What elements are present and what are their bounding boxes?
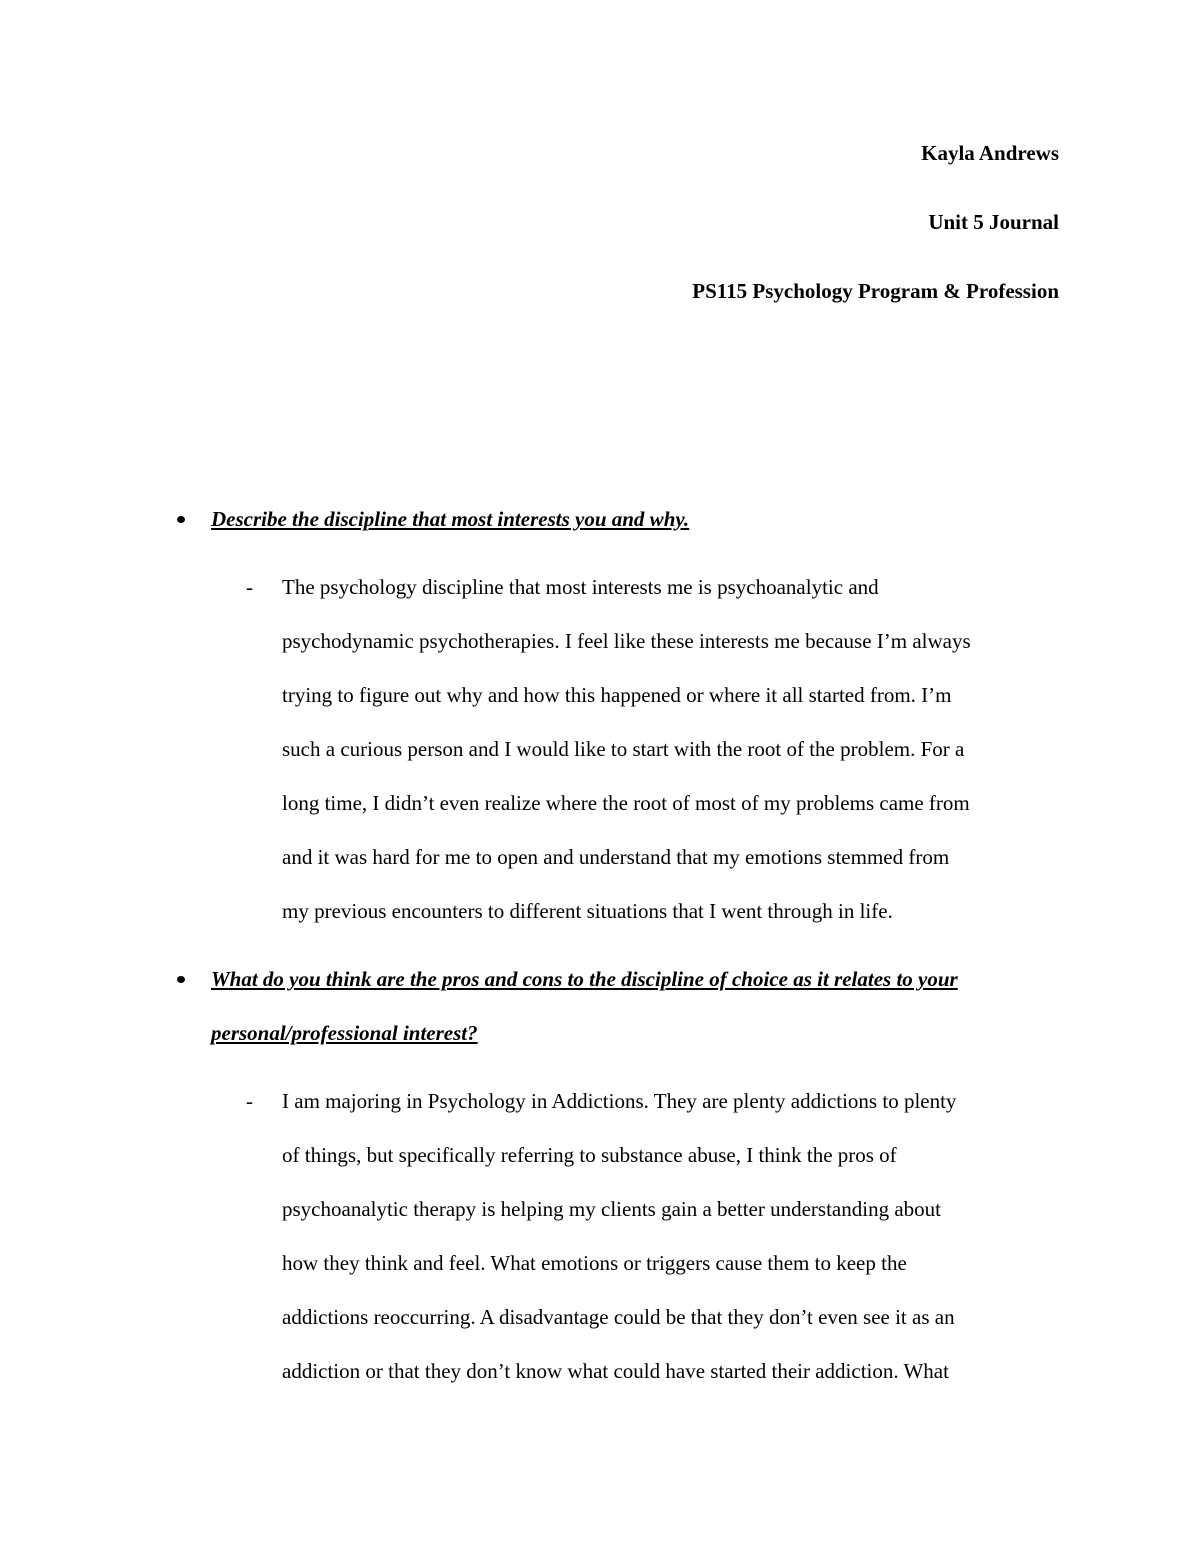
question-section-2 — [173, 952, 1063, 1398]
answer-line: how they think and feel. What emotions or triggers cause them to keep the — [282, 1251, 907, 1275]
answer-line: addictions reoccurring. A disadvantage could be that they don’t even see it as an — [282, 1305, 955, 1329]
answer-line: trying to figure out why and how this happened or where it all started from. I’m — [282, 683, 952, 707]
answer-line: The psychology discipline that most interests me is psychoanalytic and — [282, 575, 879, 599]
dash-marker: - — [246, 575, 253, 599]
author-name: Kayla Andrews — [921, 141, 1059, 165]
document-header — [692, 141, 1059, 348]
question-line: Describe the discipline that most interests you and why. — [211, 507, 690, 531]
answer-1 — [173, 560, 1063, 938]
answer-line: addiction or that they don’t know what could have started their addiction. What — [282, 1359, 949, 1383]
answer-line: and it was hard for me to open and understand that my emotions stemmed from — [282, 845, 950, 869]
answer-line: long time, I didn’t even realize where the root of most of my problems came from — [282, 791, 970, 815]
bullet-icon — [175, 952, 189, 1006]
question-2 — [173, 952, 1063, 1060]
bullet-icon — [175, 492, 189, 546]
course-title: PS115 Psychology Program & Profession — [692, 279, 1059, 303]
question-1 — [173, 492, 1063, 546]
answer-line: I am majoring in Psychology in Addictions. They are plenty addictions to plenty — [282, 1089, 957, 1113]
assignment-title: Unit 5 Journal — [928, 210, 1059, 234]
document-body — [173, 492, 1063, 1398]
answer-line: psychodynamic psychotherapies. I feel like these interests me because I’m always — [282, 629, 971, 653]
question-line: What do you think are the pros and cons to the discipline of choice as it relates to your — [211, 967, 958, 991]
answer-line: my previous encounters to different situations that I went through in life. — [282, 899, 893, 923]
dash-marker: - — [246, 1089, 253, 1113]
question-section-1 — [173, 492, 1063, 952]
answer-2 — [173, 1074, 1063, 1398]
answer-line: of things, but specifically referring to substance abuse, I think the pros of — [282, 1143, 897, 1167]
question-line: personal/professional interest? — [211, 1021, 478, 1045]
answer-line: psychoanalytic therapy is helping my clients gain a better understanding about — [282, 1197, 941, 1221]
answer-line: such a curious person and I would like to start with the root of the problem. For a — [282, 737, 965, 761]
